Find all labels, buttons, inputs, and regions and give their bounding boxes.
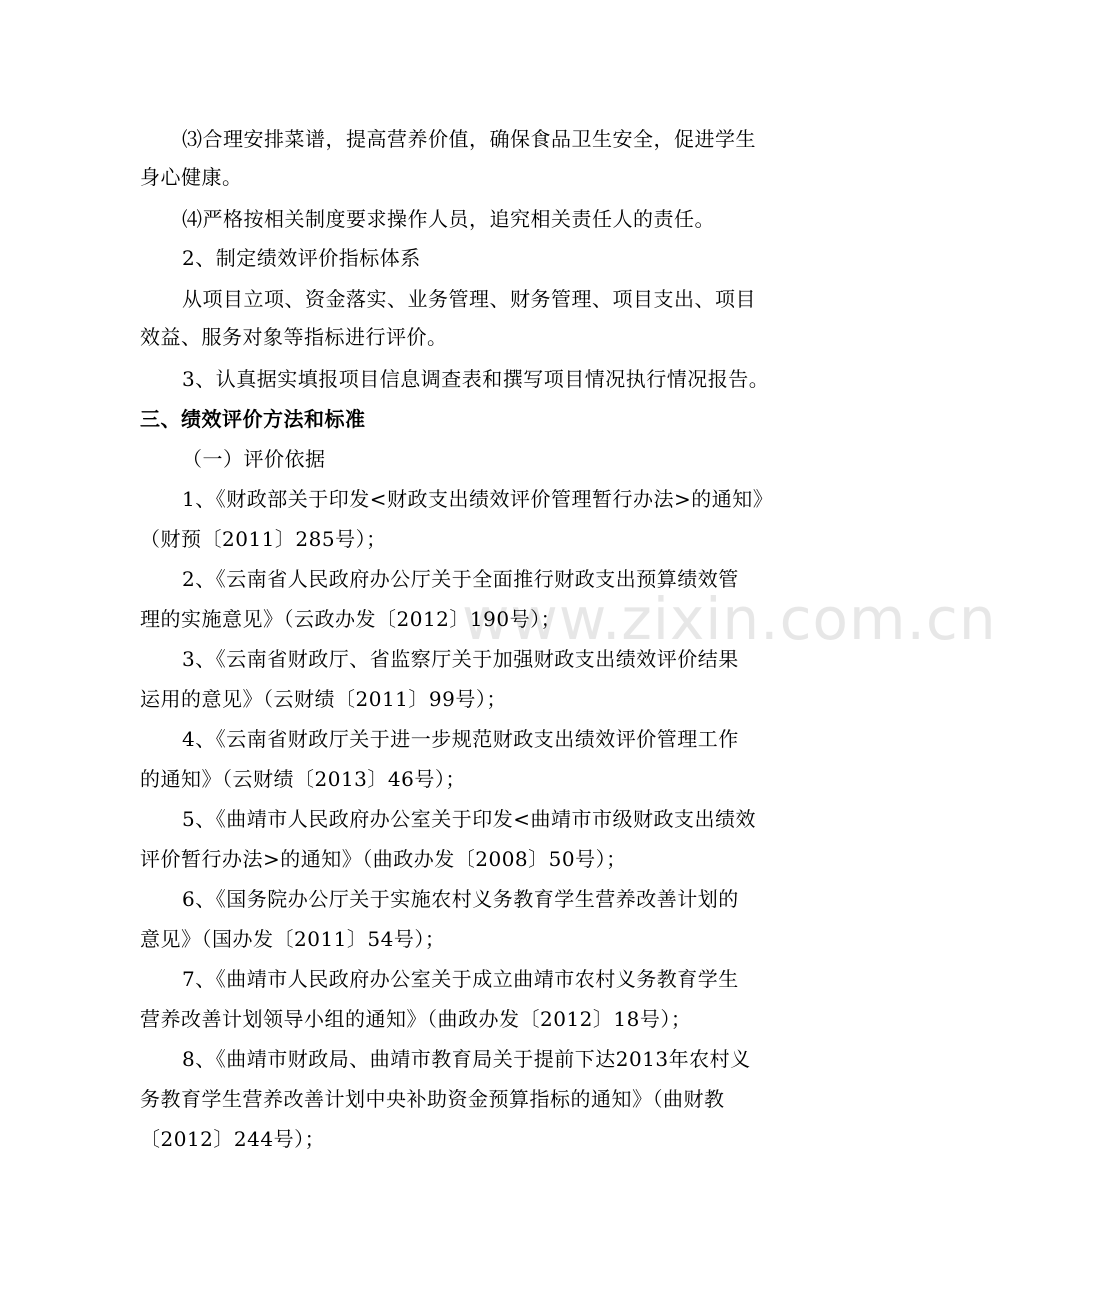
paragraph-line: ⑶合理安排菜谱，提高营养价值，确保食品卫生安全，促进学生 xyxy=(182,127,756,151)
reference-item: 4、《云南省财政厅关于进一步规范财政支出绩效评价管理工作 xyxy=(182,727,739,751)
subsection-heading: （一）评价依据 xyxy=(182,447,326,471)
reference-item: 6、《国务院办公厅关于实施农村义务教育学生营养改善计划的 xyxy=(182,887,739,911)
reference-item: 〔2012〕244号）； xyxy=(140,1127,326,1151)
reference-item: （财预〔2011〕285号）； xyxy=(140,527,387,551)
reference-item: 7、《曲靖市人民政府办公室关于成立曲靖市农村义务教育学生 xyxy=(182,967,739,991)
reference-item: 运用的意见》（云财绩〔2011〕99号）； xyxy=(140,687,507,711)
chapter-heading: 三、绩效评价方法和标准 xyxy=(140,407,366,431)
reference-item: 营养改善计划领导小组的通知》（曲政办发〔2012〕18号）； xyxy=(140,1007,692,1031)
reference-item: 1、《财政部关于印发<财政支出绩效评价管理暂行办法>的通知》 xyxy=(182,487,774,511)
reference-item: 评价暂行办法>的通知》（曲政办发〔2008〕50号）； xyxy=(140,847,627,871)
reference-item: 的通知》（云财绩〔2013〕46号）； xyxy=(140,767,466,791)
section-heading: 2、制定绩效评价指标体系 xyxy=(182,246,421,270)
paragraph-line: 身心健康。 xyxy=(140,165,243,189)
reference-item: 务教育学生营养改善计划中央补助资金预算指标的通知》（曲财教 xyxy=(140,1087,725,1111)
reference-item: 3、《云南省财政厅、省监察厅关于加强财政支出绩效评价结果 xyxy=(182,647,739,671)
reference-item: 5、《曲靖市人民政府办公室关于印发<曲靖市市级财政支出绩效 xyxy=(182,807,756,831)
paragraph-line: ⑷严格按相关制度要求操作人员，追究相关责任人的责任。 xyxy=(182,207,715,231)
paragraph-line: 效益、服务对象等指标进行评价。 xyxy=(140,325,448,349)
reference-item: 8、《曲靖市财政局、曲靖市教育局关于提前下达2013年农村义 xyxy=(182,1047,751,1071)
reference-item: 2、《云南省人民政府办公厅关于全面推行财政支出预算绩效管 xyxy=(182,567,739,591)
reference-item: 理的实施意见》（云政办发〔2012〕190号）； xyxy=(140,607,562,631)
watermark: www.zixin.com.cn xyxy=(462,585,997,653)
reference-item: 意见》（国办发〔2011〕54号）； xyxy=(140,927,446,951)
paragraph-line: 从项目立项、资金落实、业务管理、财务管理、项目支出、项目 xyxy=(182,287,756,311)
paragraph-line: 3、认真据实填报项目信息调查表和撰写项目情况执行情况报告。 xyxy=(182,367,770,391)
